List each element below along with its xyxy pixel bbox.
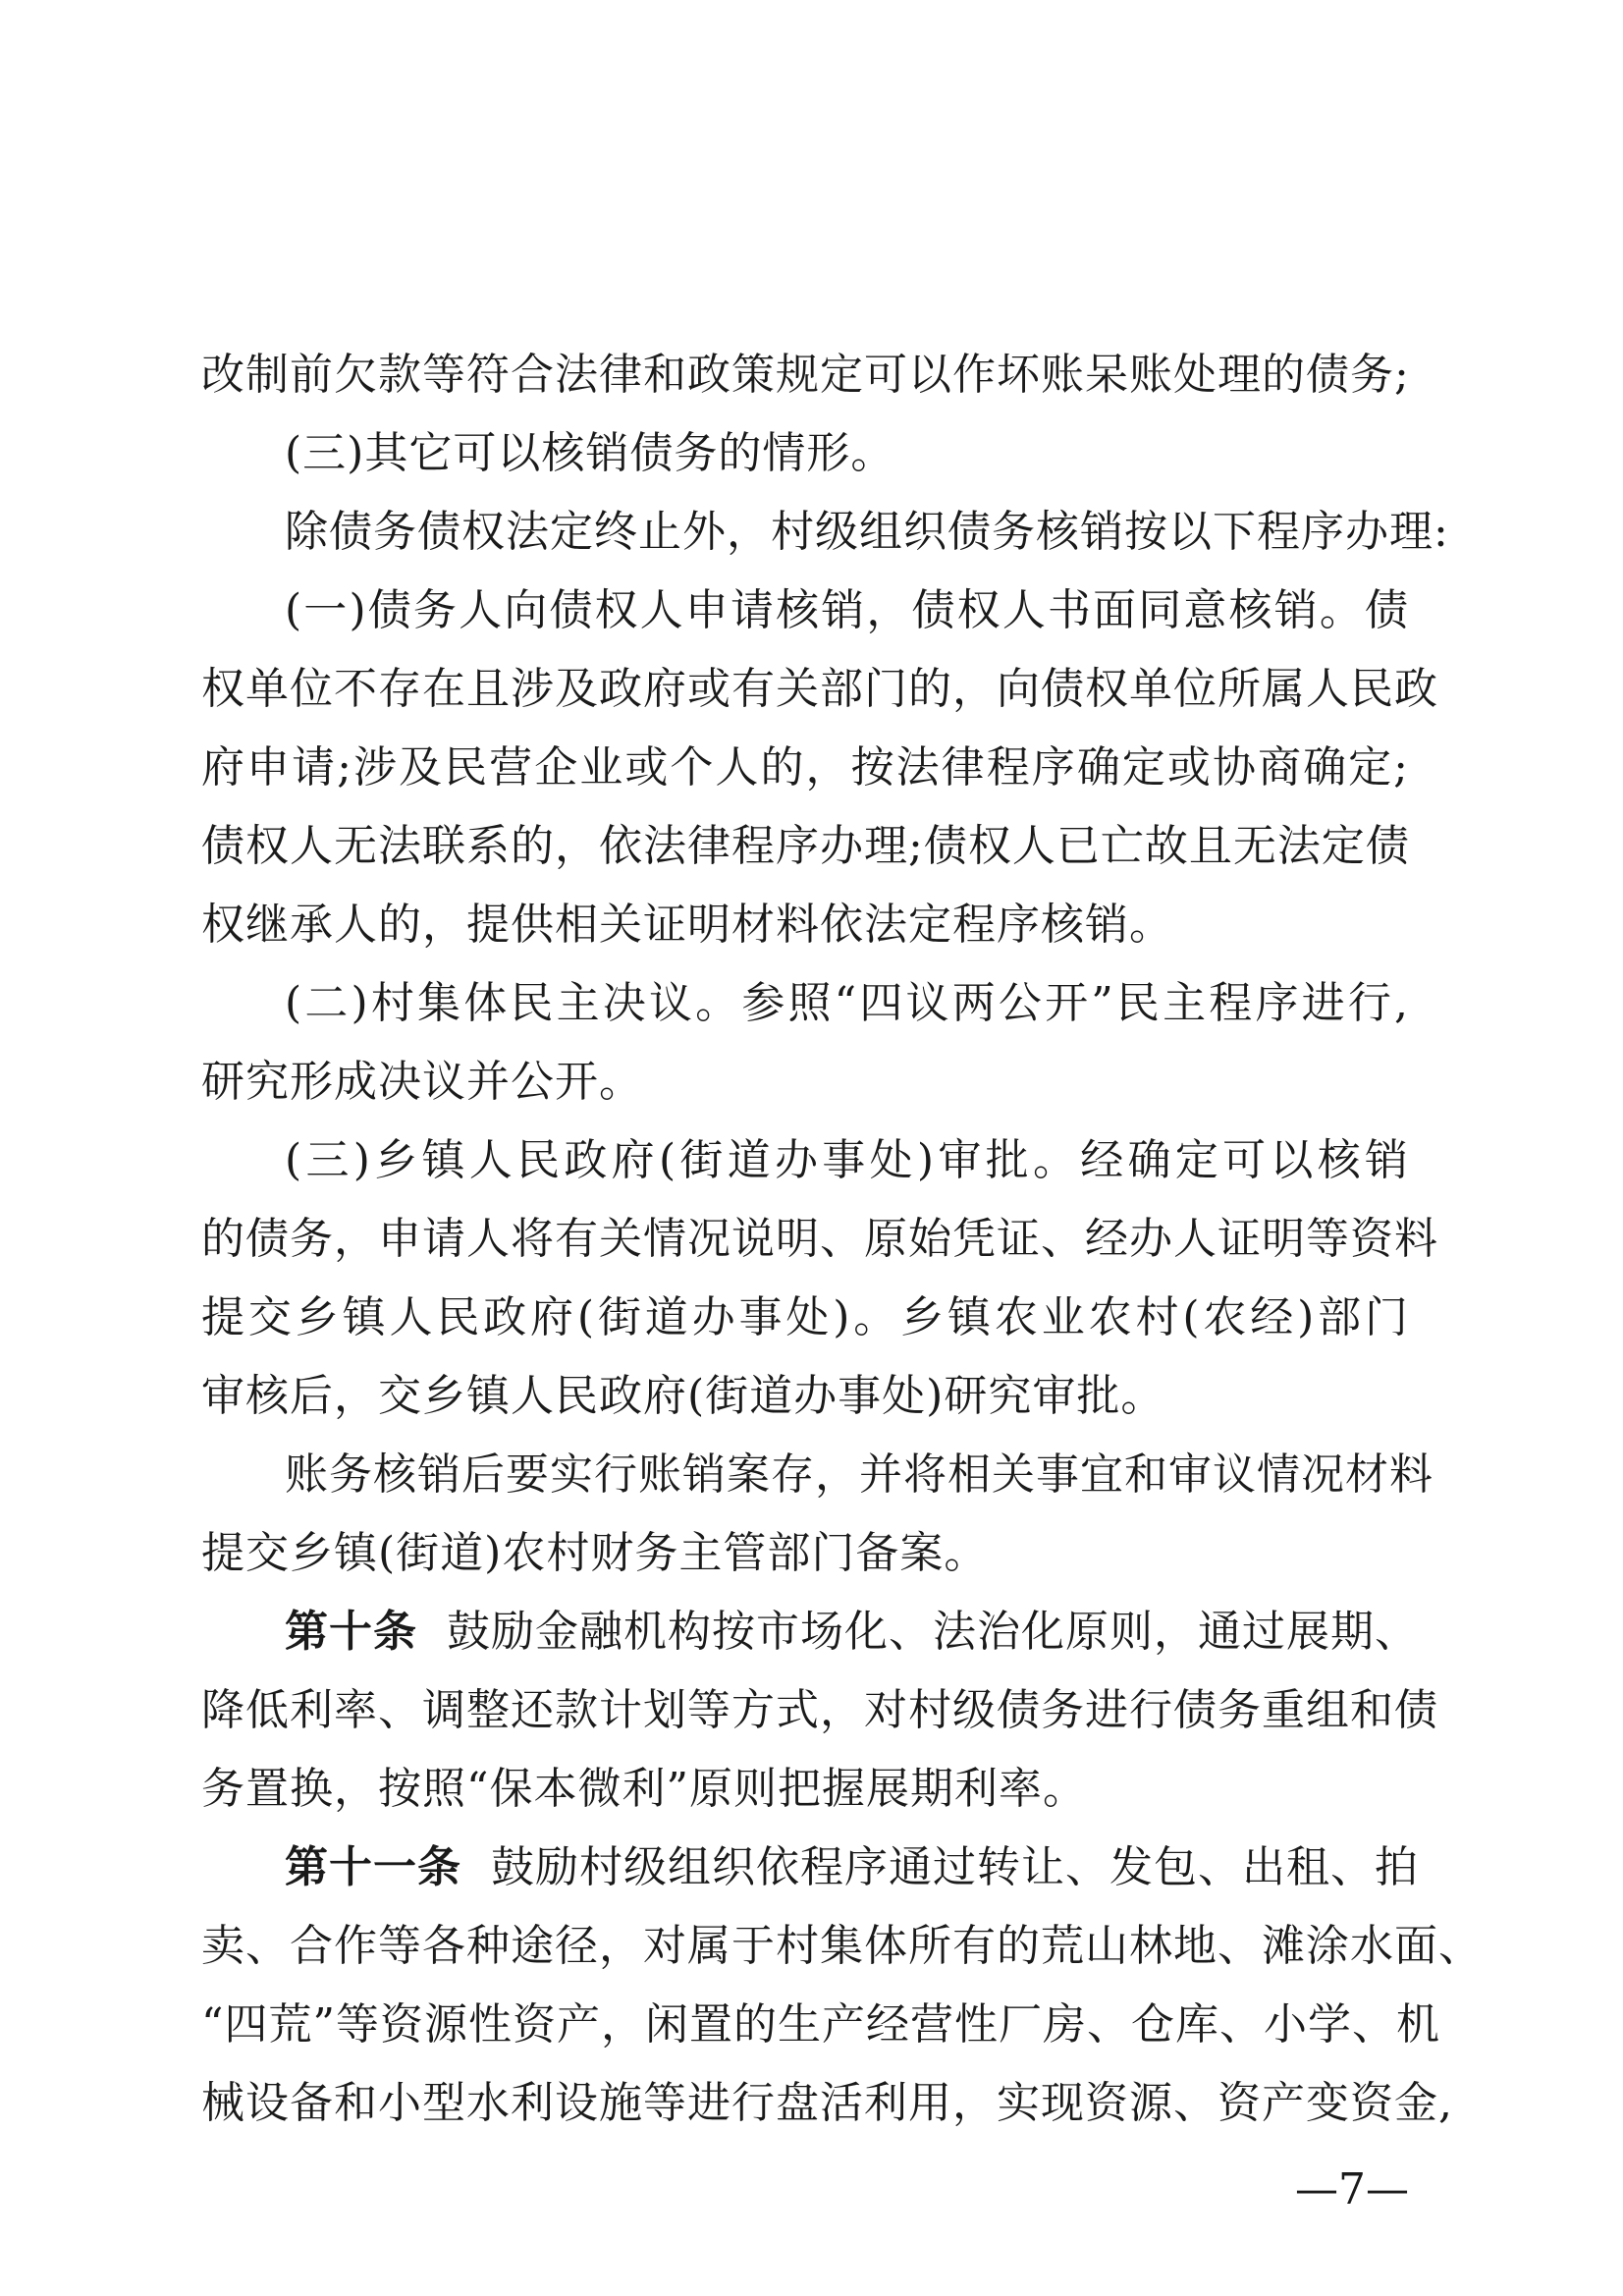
- text-line: 改制前欠款等符合法律和政策规定可以作坏账呆账处理的债务;: [201, 350, 1410, 400]
- text-line: 除债务债权法定终止外，村级组织债务核销按以下程序办理:: [285, 507, 1449, 557]
- text-span: 鼓励村级组织依程序通过转让、发包、出租、拍: [491, 1842, 1419, 1892]
- text-line: (二)村集体民主决议。参照“四议两公开”民主程序进行,: [285, 978, 1409, 1028]
- text-line: 提交乡镇(街道)农村财务主管部门备案。: [201, 1528, 989, 1578]
- text-line: (三)乡镇人民政府(街道办事处)审批。经确定可以核销: [285, 1135, 1409, 1185]
- text-line: 账务核销后要实行账销案存，并将相关事宜和审议情况材料: [285, 1449, 1434, 1500]
- text-line: 降低利率、调整还款计划等方式，对村级债务进行债务重组和债: [201, 1685, 1438, 1735]
- text-line: 权继承人的，提供相关证明材料依法定程序核销。: [201, 900, 1173, 950]
- text-line: 研究形成决议并公开。: [201, 1057, 643, 1107]
- text-line: (一)债务人向债权人申请核销，债权人书面同意核销。债: [285, 585, 1409, 635]
- text-line: 的债务，申请人将有关情况说明、原始凭证、经办人证明等资料: [201, 1214, 1438, 1264]
- text-line: 府申请;涉及民营企业或个人的，按法律程序确定或协商确定;: [201, 742, 1409, 793]
- text-line: 提交乡镇人民政府(街道办事处)。乡镇农业农村(农经)部门: [201, 1292, 1409, 1342]
- text-line: 务置换，按照“保本微利”原则把握展期利率。: [201, 1764, 1087, 1814]
- article-10-heading: 第十条: [285, 1607, 417, 1657]
- text-line: 卖、合作等各种途径，对属于村集体所有的荒山林地、滩涂水面、: [201, 1921, 1483, 1971]
- article-10-first-line: [285, 1601, 1419, 1664]
- text-line: 权单位不存在且涉及政府或有关部门的，向债权单位所属人民政: [201, 664, 1438, 714]
- article-11-first-line: [285, 1836, 1419, 1899]
- text-line: 债权人无法联系的，依法律程序办理;债权人已亡故且无法定债: [201, 821, 1410, 871]
- text-line: 审核后，交乡镇人民政府(街道办事处)研究审批。: [201, 1371, 1165, 1421]
- text-line: “四荒”等资源性资产，闲置的生产经营性厂房、仓库、小学、机: [201, 1999, 1440, 2050]
- text-line: 械设备和小型水利设施等进行盘活利用，实现资源、资产变资金,: [201, 2078, 1453, 2128]
- page-number: —7—: [1295, 2164, 1409, 2214]
- text-line: (三)其它可以核销债务的情形。: [285, 428, 895, 478]
- text-span: 鼓励金融机构按市场化、法治化原则，通过展期、: [447, 1607, 1419, 1657]
- article-11-heading: 第十一条: [285, 1842, 461, 1892]
